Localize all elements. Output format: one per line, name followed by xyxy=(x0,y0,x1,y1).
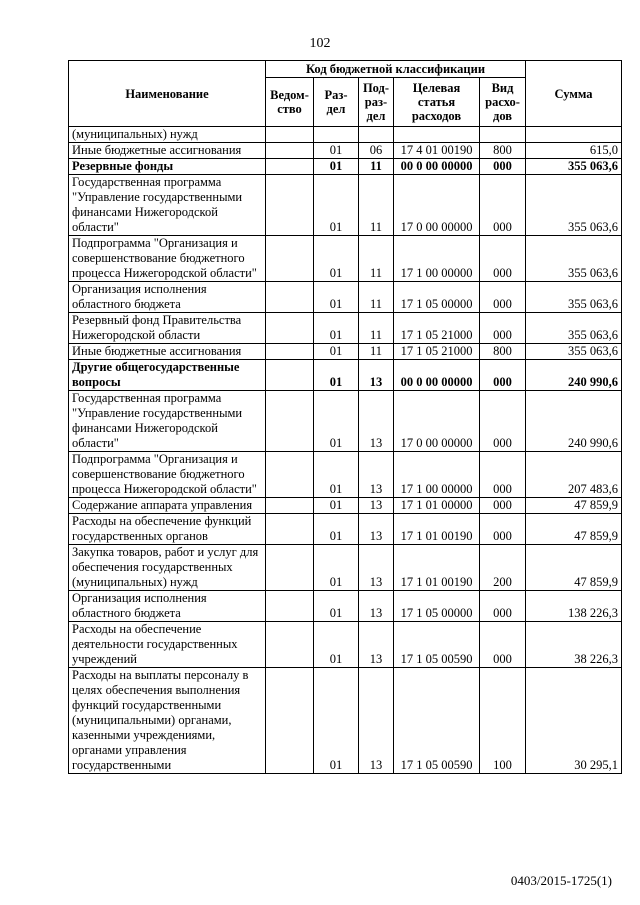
cell-razdel: 01 xyxy=(314,668,359,774)
cell-sum: 355 063,6 xyxy=(526,282,622,313)
cell-sum: 355 063,6 xyxy=(526,175,622,236)
cell-razdel xyxy=(314,127,359,143)
cell-razdel: 01 xyxy=(314,391,359,452)
table-row xyxy=(69,236,622,282)
cell-target: 00 0 00 00000 xyxy=(394,159,480,175)
cell-name: (муниципальных) нужд xyxy=(69,127,266,143)
table-row xyxy=(69,545,622,591)
cell-vedom xyxy=(266,591,314,622)
cell-name: Государственная программа "Управление государственными финансами Нижегородской области" xyxy=(69,391,266,452)
cell-target: 17 1 05 00000 xyxy=(394,591,480,622)
table-row xyxy=(69,282,622,313)
cell-vid: 000 xyxy=(480,360,526,391)
cell-vedom xyxy=(266,143,314,159)
cell-vid: 000 xyxy=(480,282,526,313)
cell-podrazdel: 13 xyxy=(359,498,394,514)
cell-razdel: 01 xyxy=(314,622,359,668)
cell-podrazdel: 13 xyxy=(359,391,394,452)
cell-podrazdel: 06 xyxy=(359,143,394,159)
cell-target: 17 1 05 00000 xyxy=(394,282,480,313)
cell-razdel: 01 xyxy=(314,282,359,313)
table-row xyxy=(69,452,622,498)
header-vid: Вид расхо-дов xyxy=(480,78,526,127)
cell-vedom xyxy=(266,236,314,282)
cell-podrazdel: 13 xyxy=(359,514,394,545)
cell-vid: 100 xyxy=(480,668,526,774)
cell-vedom xyxy=(266,175,314,236)
cell-vedom xyxy=(266,360,314,391)
cell-podrazdel: 11 xyxy=(359,175,394,236)
cell-podrazdel: 11 xyxy=(359,236,394,282)
cell-vid: 000 xyxy=(480,498,526,514)
cell-podrazdel: 13 xyxy=(359,591,394,622)
cell-name: Подпрограмма "Организация и совершенствование бюджетного процесса Нижегородской области" xyxy=(69,452,266,498)
cell-sum: 30 295,1 xyxy=(526,668,622,774)
cell-podrazdel: 11 xyxy=(359,344,394,360)
cell-name: Государственная программа "Управление государственными финансами Нижегородской области" xyxy=(69,175,266,236)
cell-podrazdel: 13 xyxy=(359,545,394,591)
cell-razdel: 01 xyxy=(314,143,359,159)
cell-sum: 355 063,6 xyxy=(526,313,622,344)
cell-sum: 207 483,6 xyxy=(526,452,622,498)
cell-razdel: 01 xyxy=(314,344,359,360)
cell-razdel: 01 xyxy=(314,360,359,391)
header-target: Целевая статья расходов xyxy=(394,78,480,127)
table-row xyxy=(69,175,622,236)
cell-name: Иные бюджетные ассигнования xyxy=(69,344,266,360)
cell-sum xyxy=(526,127,622,143)
cell-podrazdel xyxy=(359,127,394,143)
cell-vedom xyxy=(266,668,314,774)
cell-vid: 000 xyxy=(480,391,526,452)
page-number: 102 xyxy=(309,36,331,51)
cell-sum: 240 990,6 xyxy=(526,391,622,452)
cell-sum: 38 226,3 xyxy=(526,622,622,668)
cell-name: Организация исполнения областного бюджета xyxy=(69,591,266,622)
table-row xyxy=(69,143,622,159)
cell-vid: 200 xyxy=(480,545,526,591)
table-row xyxy=(69,391,622,452)
cell-vedom xyxy=(266,282,314,313)
cell-podrazdel: 11 xyxy=(359,159,394,175)
cell-sum: 47 859,9 xyxy=(526,498,622,514)
cell-vid: 000 xyxy=(480,313,526,344)
cell-vid: 000 xyxy=(480,591,526,622)
cell-vedom xyxy=(266,452,314,498)
cell-razdel: 01 xyxy=(314,514,359,545)
cell-vedom xyxy=(266,514,314,545)
cell-podrazdel: 13 xyxy=(359,360,394,391)
cell-vid: 000 xyxy=(480,452,526,498)
cell-vid: 000 xyxy=(480,514,526,545)
cell-name: Иные бюджетные ассигнования xyxy=(69,143,266,159)
table-row xyxy=(69,591,622,622)
cell-name: Расходы на обеспечение деятельности государственных учреждений xyxy=(69,622,266,668)
cell-podrazdel: 11 xyxy=(359,313,394,344)
cell-vedom xyxy=(266,344,314,360)
document-code: 0403/2015-1725(1) xyxy=(510,873,612,888)
cell-vedom xyxy=(266,391,314,452)
cell-razdel: 01 xyxy=(314,175,359,236)
cell-vedom xyxy=(266,545,314,591)
cell-sum: 240 990,6 xyxy=(526,360,622,391)
cell-target: 17 1 01 00190 xyxy=(394,545,480,591)
cell-vedom xyxy=(266,313,314,344)
table-row xyxy=(69,127,622,143)
cell-target: 17 4 01 00190 xyxy=(394,143,480,159)
cell-sum: 47 859,9 xyxy=(526,514,622,545)
cell-target: 17 1 05 00590 xyxy=(394,622,480,668)
cell-target: 17 1 05 21000 xyxy=(394,313,480,344)
cell-podrazdel: 13 xyxy=(359,622,394,668)
cell-target: 17 1 01 00000 xyxy=(394,498,480,514)
cell-sum: 355 063,6 xyxy=(526,236,622,282)
cell-name: Подпрограмма "Организация и совершенствование бюджетного процесса Нижегородской области" xyxy=(69,236,266,282)
cell-target: 17 0 00 00000 xyxy=(394,391,480,452)
cell-razdel: 01 xyxy=(314,545,359,591)
cell-vid: 000 xyxy=(480,236,526,282)
cell-razdel: 01 xyxy=(314,159,359,175)
header-code-group: Код бюджетной классификации xyxy=(266,61,526,78)
cell-vid: 800 xyxy=(480,143,526,159)
table-row xyxy=(69,622,622,668)
header-sum: Сумма xyxy=(526,61,622,127)
cell-sum: 355 063,6 xyxy=(526,159,622,175)
cell-name: Резервный фонд Правительства Нижегородской области xyxy=(69,313,266,344)
table-row xyxy=(69,514,622,545)
header-podrazdel: Под-раз-дел xyxy=(359,78,394,127)
cell-vedom xyxy=(266,159,314,175)
cell-target: 17 1 00 00000 xyxy=(394,236,480,282)
cell-razdel: 01 xyxy=(314,498,359,514)
cell-vedom xyxy=(266,498,314,514)
cell-podrazdel: 13 xyxy=(359,452,394,498)
cell-target: 17 1 05 00590 xyxy=(394,668,480,774)
cell-sum: 47 859,9 xyxy=(526,545,622,591)
table-row xyxy=(69,668,622,774)
cell-razdel: 01 xyxy=(314,236,359,282)
cell-target: 17 1 05 21000 xyxy=(394,344,480,360)
cell-name: Расходы на обеспечение функций государственных органов xyxy=(69,514,266,545)
table-row xyxy=(69,313,622,344)
cell-vedom xyxy=(266,127,314,143)
cell-name: Расходы на выплаты персоналу в целях обеспечения выполнения функций государственными (муниципальными) органами, казенными учреждениями, органами управления государственными xyxy=(69,668,266,774)
cell-vedom xyxy=(266,622,314,668)
table-row xyxy=(69,344,622,360)
header-razdel: Раз-дел xyxy=(314,78,359,127)
cell-vid: 000 xyxy=(480,175,526,236)
cell-name: Резервные фонды xyxy=(69,159,266,175)
cell-vid: 800 xyxy=(480,344,526,360)
table-row xyxy=(69,360,622,391)
table-row xyxy=(69,159,622,175)
cell-razdel: 01 xyxy=(314,591,359,622)
cell-podrazdel: 13 xyxy=(359,668,394,774)
cell-sum: 355 063,6 xyxy=(526,344,622,360)
header-vedom: Ведом-ство xyxy=(266,78,314,127)
cell-razdel: 01 xyxy=(314,452,359,498)
cell-podrazdel: 11 xyxy=(359,282,394,313)
cell-target: 17 1 00 00000 xyxy=(394,452,480,498)
cell-sum: 615,0 xyxy=(526,143,622,159)
cell-name: Организация исполнения областного бюджета xyxy=(69,282,266,313)
cell-razdel: 01 xyxy=(314,313,359,344)
table-row xyxy=(69,498,622,514)
cell-name: Содержание аппарата управления xyxy=(69,498,266,514)
header-name: Наименование xyxy=(69,61,266,127)
cell-vid: 000 xyxy=(480,159,526,175)
cell-target xyxy=(394,127,480,143)
cell-vid: 000 xyxy=(480,622,526,668)
cell-target: 17 1 01 00190 xyxy=(394,514,480,545)
cell-vid xyxy=(480,127,526,143)
cell-target: 17 0 00 00000 xyxy=(394,175,480,236)
cell-sum: 138 226,3 xyxy=(526,591,622,622)
cell-name: Другие общегосударственные вопросы xyxy=(69,360,266,391)
cell-name: Закупка товаров, работ и услуг для обеспечения государственных (муниципальных) нужд xyxy=(69,545,266,591)
cell-target: 00 0 00 00000 xyxy=(394,360,480,391)
budget-table xyxy=(68,60,622,774)
